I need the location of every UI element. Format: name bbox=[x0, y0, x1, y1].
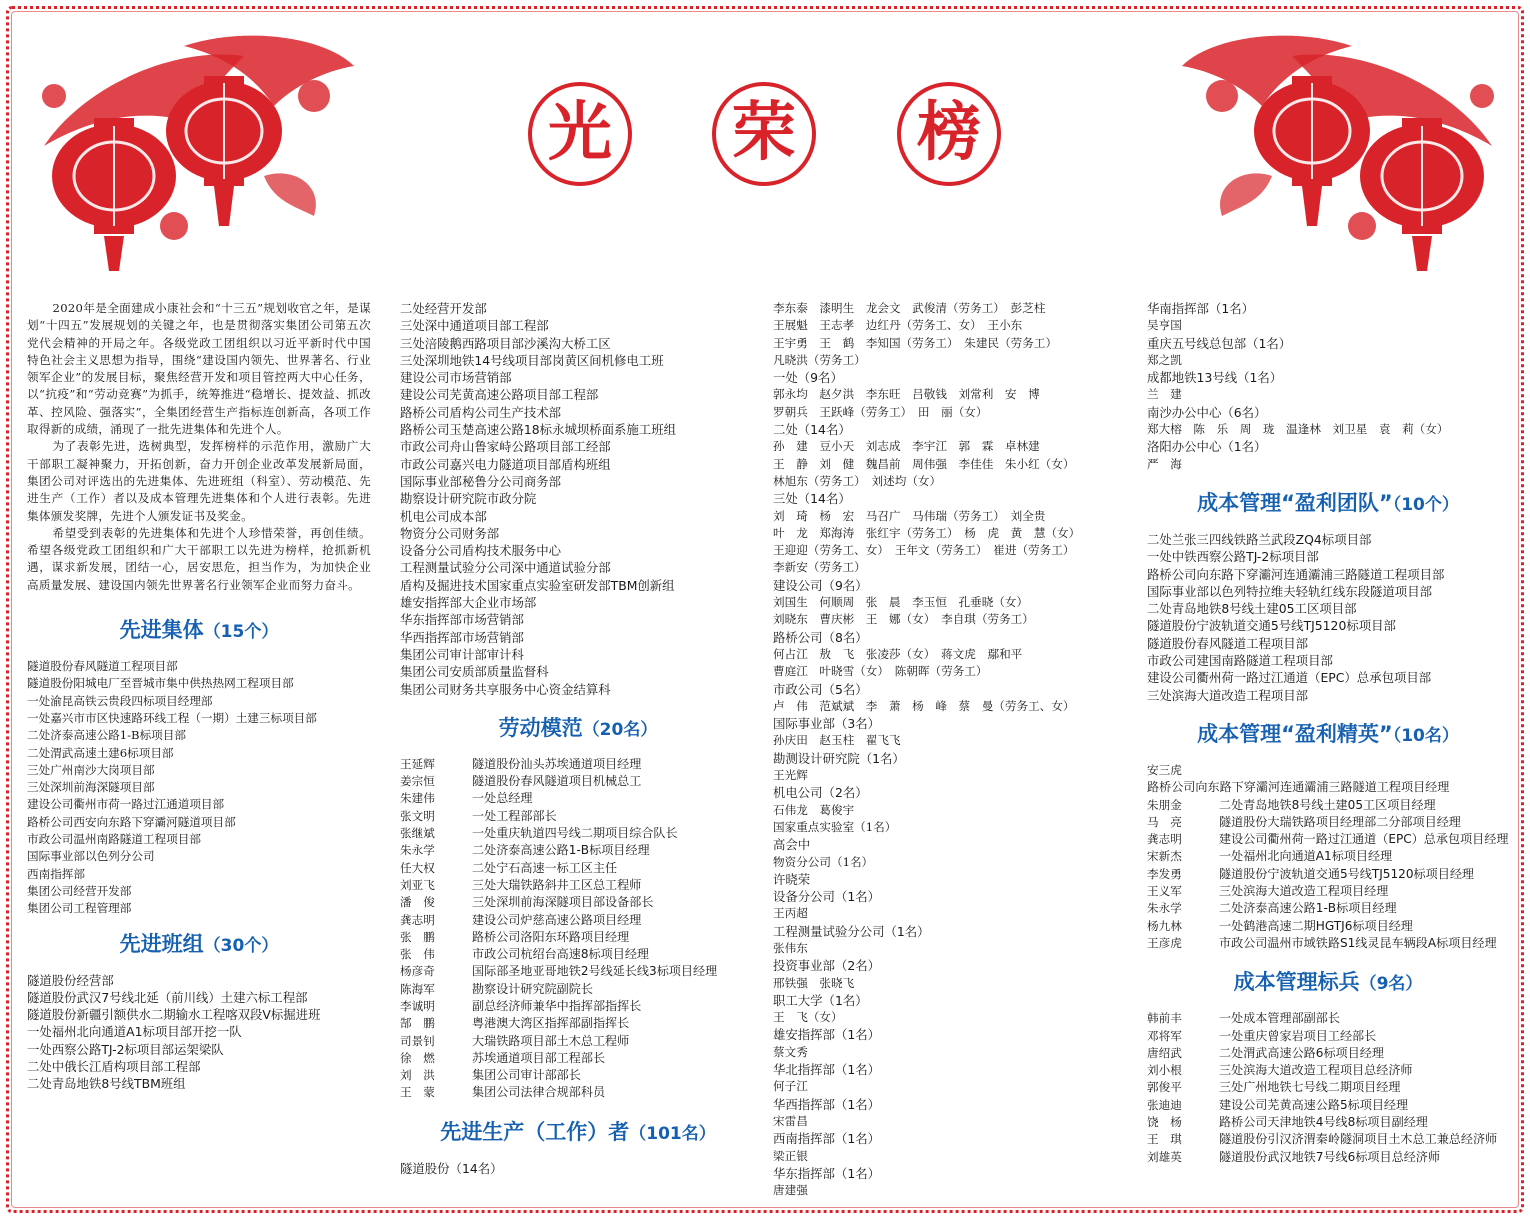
person-name: 王 蒙 bbox=[400, 1085, 435, 1100]
advanced-workers-list-cont bbox=[773, 300, 1135, 1199]
name-line: 郑之凯 bbox=[1147, 352, 1182, 367]
list-item bbox=[1147, 1045, 1509, 1062]
list-item: 隧道股份经营部 bbox=[27, 972, 114, 988]
name-line: 卢 伟 范斌斌 李 萧 杨 峰 蔡 曼（劳务工、女） bbox=[773, 698, 1075, 713]
group-heading: 华北指挥部（1名） bbox=[773, 1062, 881, 1078]
list-item: 国际事业部以色列特拉维夫轻轨红线东段隧道项目部 bbox=[1147, 583, 1432, 599]
group-heading: 二处（14名） bbox=[773, 422, 851, 438]
person-name: 刘小根 bbox=[1147, 1063, 1182, 1078]
group-heading: 三处（14名） bbox=[773, 491, 851, 507]
list-item: 路桥公司玉楚高速公路18标永城坝桥面系施工班组 bbox=[400, 422, 676, 438]
name-line: 兰 建 bbox=[1147, 387, 1182, 402]
list-item: 二处渭武高速土建6标项目部 bbox=[27, 745, 174, 760]
list-item: 建设公司衢州市荷一路过江通道项目部 bbox=[27, 797, 225, 812]
list-item bbox=[400, 825, 756, 842]
position: 隧道股份春风隧道项目机械总工 bbox=[472, 774, 642, 789]
list-item bbox=[400, 1067, 756, 1084]
group-heading: 成都地铁13号线（1名） bbox=[1147, 370, 1283, 386]
position: 建设公司芜黄高速公路5标项目经理 bbox=[1219, 1097, 1409, 1112]
labor-models-list bbox=[400, 756, 756, 1102]
list-item bbox=[1147, 935, 1509, 952]
list-item bbox=[400, 912, 756, 929]
person-name: 朱永学 bbox=[400, 843, 435, 858]
list-item: 三处涪陵鹅西路项目部沙溪沟大桥工区 bbox=[400, 335, 611, 351]
list-item: 物资分公司财务部 bbox=[400, 525, 500, 541]
list-item bbox=[400, 877, 756, 894]
name-line: 张伟东 bbox=[773, 940, 808, 955]
group-heading: 洛阳办公中心（1名） bbox=[1147, 439, 1267, 455]
list-item bbox=[400, 1015, 756, 1032]
position: 勘察设计研究院副院长 bbox=[472, 981, 593, 996]
group-heading: 华南指挥部（1名） bbox=[1147, 301, 1255, 316]
name-line: 王宇勇 王 鹤 李知国（劳务工） 朱建民（劳务工） bbox=[773, 335, 1058, 350]
list-item: 建设公司市场营销部 bbox=[400, 370, 512, 386]
name-line: 吴亨国 bbox=[1147, 318, 1182, 333]
list-item: 隧道股份武汉7号线北延（前川线）土建六标工程部 bbox=[27, 989, 308, 1005]
person-name: 王延辉 bbox=[400, 756, 435, 771]
list-item: 集团公司审计部审计科 bbox=[400, 646, 524, 662]
position: 一处成本管理部副部长 bbox=[1219, 1011, 1340, 1026]
list-item: 隧道股份春风隧道工程项目部 bbox=[27, 659, 178, 674]
position: 国际部圣地亚哥地铁2号线延长线3标项目经理 bbox=[472, 964, 718, 979]
group-heading: 设备分公司（1名） bbox=[773, 889, 881, 905]
position: 一处重庆曾家岩项目工经部长 bbox=[1219, 1028, 1377, 1043]
list-item: 西南指挥部 bbox=[27, 866, 85, 881]
position: 一处总经理 bbox=[472, 791, 533, 806]
name-line: 孙 建 豆小天 刘志成 李宇江 郭 霖 卓林建 bbox=[773, 439, 1040, 454]
list-item bbox=[1147, 831, 1509, 848]
position: 二处宁石高速一标工区主任 bbox=[472, 860, 618, 875]
list-item bbox=[400, 929, 756, 946]
person-name: 邓将军 bbox=[1147, 1028, 1182, 1043]
section-title-advanced-collective: 先进集体（15个） bbox=[119, 618, 279, 643]
position: 路桥公司天津地铁4号线8标项目副经理 bbox=[1219, 1114, 1428, 1129]
group-heading: 西南指挥部（1名） bbox=[773, 1131, 881, 1147]
list-item bbox=[1147, 848, 1509, 865]
column-2 bbox=[400, 300, 756, 1177]
name-line: 王展魁 王志孝 边红丹（劳务工、女） 王小东 bbox=[773, 318, 1023, 333]
intro-text bbox=[27, 300, 371, 594]
list-item: 一处福州北向通道A1标项目部开挖一队 bbox=[27, 1024, 242, 1040]
title-char-1: 光 bbox=[528, 82, 632, 186]
column-1 bbox=[27, 300, 371, 1093]
list-item: 三处深圳前海深隧项目部 bbox=[27, 780, 155, 795]
person-name: 安三虎 bbox=[1147, 762, 1182, 777]
group-heading: 许晓荣 bbox=[773, 871, 811, 887]
person-name: 刘雄英 bbox=[1147, 1149, 1182, 1164]
person-name: 韩前丰 bbox=[1147, 1011, 1182, 1026]
list-item bbox=[1147, 1097, 1509, 1114]
list-item bbox=[1147, 1028, 1509, 1045]
list-item: 设备分公司盾构技术服务中心 bbox=[400, 543, 562, 559]
group-heading: 国际事业部（3名） bbox=[773, 716, 881, 732]
lantern-papercut-left-icon bbox=[24, 26, 404, 276]
name-line: 林旭东（劳务工） 刘述均（女） bbox=[773, 473, 942, 488]
name-line: 王迎迎（劳务工、女） 王年文（劳务工） 崔进（劳务工） bbox=[773, 543, 1075, 558]
group-heading: 工程测量试验分公司（1名） bbox=[773, 923, 930, 939]
list-item bbox=[1147, 1062, 1509, 1079]
group-heading: 市政公司（5名） bbox=[773, 681, 868, 697]
list-item: 二处兰张三四线铁路兰武段ZQ4标项目部 bbox=[1147, 531, 1372, 547]
list-item bbox=[1147, 814, 1509, 831]
position: 隧道股份武汉地铁7号线6标项目总经济师 bbox=[1219, 1149, 1440, 1164]
list-item: 二处青岛地铁8号线TBM班组 bbox=[27, 1076, 186, 1092]
person-name: 饶 杨 bbox=[1147, 1114, 1182, 1129]
advanced-workers-list-end bbox=[1147, 300, 1509, 473]
column-3 bbox=[773, 300, 1135, 1199]
list-item bbox=[400, 1084, 756, 1101]
person-name: 李诚明 bbox=[400, 998, 435, 1013]
group-heading: 路桥公司（8名） bbox=[773, 629, 868, 645]
name-line: 蔡文秀 bbox=[773, 1044, 808, 1059]
person-name: 朱永学 bbox=[1147, 901, 1182, 916]
list-item: 集团公司安质部质量监督科 bbox=[400, 664, 549, 680]
name-line: 王光辉 bbox=[773, 768, 808, 783]
advanced-teams-list bbox=[27, 972, 371, 1093]
position: 二处渭武高速公路6标项目经理 bbox=[1219, 1045, 1384, 1060]
person-name: 姜宗恒 bbox=[400, 774, 435, 789]
group-heading: 隧道股份（14名） bbox=[400, 1160, 503, 1176]
name-line: 何子江 bbox=[773, 1079, 808, 1094]
list-item: 二处经营开发部 bbox=[400, 301, 487, 316]
group-heading: 建设公司（9名） bbox=[773, 577, 868, 593]
group-heading: 勘测设计研究院（1名） bbox=[773, 750, 905, 766]
list-item: 工程测量试验分公司深中通道试验分部 bbox=[400, 560, 611, 576]
list-item: 三处广州南沙大岗项目部 bbox=[27, 762, 155, 777]
list-item bbox=[1147, 1149, 1509, 1166]
position: 三处深圳前海深隧项目部设备部长 bbox=[472, 895, 654, 910]
intro-paragraph: 希望受到表彰的先进集体和先进个人珍惜荣誉，再创佳绩。希望各级党政工团组织和广大干部职工以先进为榜样，抢抓新机遇，谋求新发展，团结一心，居安思危，担当作为，为加快企业高质量发展、建设国内领先世界著名行业领军企业而努力奋斗。 bbox=[27, 525, 371, 592]
name-line: 物资分公司（1名） bbox=[773, 854, 874, 869]
name-line: 李东泰 漆明生 龙会文 武俊清（劳务工） 彭芝柱 bbox=[773, 301, 1046, 315]
position: 建设公司衢州荷一路过江通道（EPC）总承包项目经理 bbox=[1219, 832, 1509, 847]
name-line: 叶 龙 郑海涛 张红宇（劳务工） 杨 虎 黄 慧（女） bbox=[773, 525, 1081, 540]
list-item bbox=[400, 842, 756, 859]
list-item: 国际事业部秘鲁分公司商务部 bbox=[400, 473, 562, 489]
cost-soldier-list bbox=[1147, 1010, 1509, 1166]
person-name: 王义军 bbox=[1147, 884, 1182, 899]
profit-team-list bbox=[1147, 531, 1509, 704]
title-char-2: 荣 bbox=[712, 82, 816, 186]
advanced-workers-list bbox=[400, 1160, 756, 1177]
list-item bbox=[400, 1050, 756, 1067]
person-name: 王 琪 bbox=[1147, 1132, 1182, 1147]
list-item bbox=[1147, 900, 1509, 917]
name-line: 严 海 bbox=[1147, 456, 1182, 471]
name-line: 宋雷昌 bbox=[773, 1113, 808, 1128]
name-line: 凡晓洪（劳务工） bbox=[773, 352, 866, 367]
name-line: 罗朝兵 王跃峰（劳务工） 田 丽（女） bbox=[773, 404, 988, 419]
person-name: 刘亚飞 bbox=[400, 877, 435, 892]
person-name: 潘 俊 bbox=[400, 895, 435, 910]
person-name: 宋新杰 bbox=[1147, 849, 1182, 864]
list-item bbox=[1147, 797, 1509, 814]
advanced-teams-list-cont bbox=[400, 300, 756, 698]
name-line: 梁正银 bbox=[773, 1148, 808, 1163]
section-title-advanced-teams: 先进班组（30个） bbox=[119, 931, 279, 956]
name-line: 石伟龙 葛俊宇 bbox=[773, 802, 855, 817]
intro-paragraph: 2020年是全面建成小康社会和“十三五”规划收官之年，是谋划“十四五”发展规划的关键之年，也是贯彻落实集团公司第五次党代会精神的开局之年。各级党政工团组织以习近平新时代中国特色社会主义思想为指导，围绕“建设国内领先、世界著名、行业领军企业”的发展目标，聚焦经营开发和项目管控两大中心任务，以“抗疫”和“劳动竞赛”为抓手，统筹推进“稳增长、提效益、抓改革、控风险、强落实”，全集团经营生产指标连创新高，各项工作取得新的成绩，涌现了一批先进集体和先进个人。 bbox=[27, 301, 371, 437]
name-line: 刘 琦 杨 宏 马召广 马伟瑞（劳务工） 刘全贵 bbox=[773, 508, 1046, 523]
name-line: 郑大榕 陈 乐 周 珑 温逢林 刘卫星 袁 莉（女） bbox=[1147, 422, 1449, 437]
person-name: 张迪迪 bbox=[1147, 1097, 1182, 1112]
section-title-advanced-workers: 先进生产（工作）者（101名） bbox=[440, 1119, 716, 1144]
list-item: 三处滨海大道改造工程项目部 bbox=[1147, 687, 1309, 703]
list-item: 路桥公司盾构公司生产技术部 bbox=[400, 404, 562, 420]
position: 一处鹤港高速二期HGTJ6标项目经理 bbox=[1219, 918, 1413, 933]
title-char-3: 榜 bbox=[897, 82, 1001, 186]
person-name: 张 伟 bbox=[400, 947, 435, 962]
name-line: 王 飞（女） bbox=[773, 1010, 843, 1025]
group-heading: 重庆五号线总包部（1名） bbox=[1147, 335, 1292, 351]
position: 集团公司法律合规部科员 bbox=[472, 1085, 606, 1100]
position: 三处广州地铁七号线二期项目经理 bbox=[1219, 1080, 1401, 1095]
list-item bbox=[400, 773, 756, 790]
person-name: 陈海军 bbox=[400, 981, 435, 996]
advanced-collective-list bbox=[27, 658, 371, 917]
name-line: 李新安（劳务工） bbox=[773, 560, 866, 575]
list-item: 勘察设计研究院市政分院 bbox=[400, 491, 537, 507]
list-item bbox=[1147, 1010, 1509, 1027]
list-item: 华西指挥部市场营销部 bbox=[400, 629, 524, 645]
list-item: 市政公司温州南路隧道工程项目部 bbox=[27, 832, 201, 847]
position: 二处济泰高速公路1-B标项目经理 bbox=[1219, 901, 1397, 916]
name-line: 邢铁强 张晓飞 bbox=[773, 975, 855, 990]
list-item: 隧道股份宁波轨道交通5号线TJ5120标项目部 bbox=[1147, 618, 1396, 634]
person-name: 朱建伟 bbox=[400, 791, 435, 806]
person-name: 龚志明 bbox=[400, 912, 435, 927]
list-item bbox=[400, 981, 756, 998]
name-line: 唐建强 bbox=[773, 1183, 808, 1198]
list-item: 市政公司建国南路隧道工程项目部 bbox=[1147, 653, 1333, 669]
list-item: 建设公司芜黄高速公路项目部工程部 bbox=[400, 387, 599, 403]
group-heading: 南沙办公中心（6名） bbox=[1147, 404, 1267, 420]
position: 二处青岛地铁8号线土建05工区项目经理 bbox=[1219, 797, 1436, 812]
list-item: 三处深圳地铁14号线项目部岗黄区间机修电工班 bbox=[400, 352, 664, 368]
person-name: 任大权 bbox=[400, 860, 435, 875]
list-item: 一处中铁西察公路TJ-2标项目部 bbox=[1147, 549, 1319, 565]
name-line: 国家重点实验室（1名） bbox=[773, 819, 897, 834]
column-4 bbox=[1147, 300, 1509, 1166]
name-line: 曹庭江 叶晓雪（女） 陈朝晖（劳务工） bbox=[773, 664, 988, 679]
list-item: 市政公司舟山鲁家峙公路项目部工经部 bbox=[400, 439, 611, 455]
list-item bbox=[400, 1033, 756, 1050]
person-name: 郜 鹏 bbox=[400, 1016, 435, 1031]
name-line: 刘国生 何顺周 张 晨 李玉恒 孔垂晓（女） bbox=[773, 595, 1029, 610]
list-item: 一处渝昆高铁云贵段四标项目经理部 bbox=[27, 693, 213, 708]
position: 粤港澳大湾区指挥部副指挥长 bbox=[472, 1016, 630, 1031]
list-item bbox=[1147, 1114, 1509, 1131]
position: 建设公司炉慈高速公路项目经理 bbox=[472, 912, 642, 927]
list-item: 华东指挥部市场营销部 bbox=[400, 612, 524, 628]
position: 三处滨海大道改造工程项目经理 bbox=[1219, 884, 1389, 899]
list-item bbox=[400, 790, 756, 807]
group-heading: 投资事业部（2名） bbox=[773, 958, 881, 974]
list-item: 三处深中通道项目部工程部 bbox=[400, 318, 549, 334]
person-name: 杨彦奇 bbox=[400, 964, 435, 979]
person-name: 朱朋金 bbox=[1147, 797, 1182, 812]
position: 三处滨海大道改造工程项目总经济师 bbox=[1219, 1063, 1413, 1078]
list-item: 二处中俄长江盾构项目部工程部 bbox=[27, 1058, 201, 1074]
section-title-profit-elite: 成本管理“盈利精英”（10名） bbox=[1197, 721, 1459, 746]
list-item: 集团公司工程管理部 bbox=[27, 901, 132, 916]
person-name: 张继斌 bbox=[400, 826, 435, 841]
list-item bbox=[1147, 1131, 1509, 1148]
name-line: 刘晓东 曹庆彬 王 娜（女） 李自琪（劳务工） bbox=[773, 612, 1034, 627]
list-item bbox=[1147, 762, 1509, 797]
list-item bbox=[400, 946, 756, 963]
position: 一处工程部部长 bbox=[472, 808, 557, 823]
group-heading: 雄安指挥部（1名） bbox=[773, 1027, 881, 1043]
list-item bbox=[1147, 866, 1509, 883]
position: 隧道股份大瑞铁路项目经理部二分部项目经理 bbox=[1219, 814, 1461, 829]
position: 路桥公司洛阳东环路项目经理 bbox=[472, 929, 630, 944]
position: 隧道股份引汉济渭秦岭隧洞项目土木总工兼总经济师 bbox=[1219, 1132, 1498, 1147]
position: 大瑞铁路项目部土木总工程师 bbox=[472, 1033, 630, 1048]
list-item: 国际事业部以色列分公司 bbox=[27, 849, 155, 864]
list-item: 市政公司嘉兴电力隧道项目部盾构班组 bbox=[400, 456, 611, 472]
list-item: 集团公司经营开发部 bbox=[27, 883, 132, 898]
list-item: 一处西察公路TJ-2标项目部运架梁队 bbox=[27, 1041, 224, 1057]
list-item bbox=[400, 756, 756, 773]
person-name: 张文明 bbox=[400, 808, 435, 823]
person-name: 徐 燃 bbox=[400, 1050, 435, 1065]
list-item: 机电公司成本部 bbox=[400, 508, 487, 524]
person-name: 李发勇 bbox=[1147, 866, 1182, 881]
section-title-profit-team: 成本管理“盈利团队”（10个） bbox=[1197, 490, 1459, 515]
person-name: 司景钊 bbox=[400, 1033, 435, 1048]
list-item bbox=[400, 998, 756, 1015]
list-item: 路桥公司向东路下穿灞河连通灞浦三路隧道工程项目部 bbox=[1147, 566, 1445, 582]
name-line: 孙庆田 赵玉柱 翟飞飞 bbox=[773, 733, 901, 748]
position: 市政公司温州市域铁路S1线灵昆车辆段A标项目经理 bbox=[1219, 935, 1497, 950]
group-heading: 华西指挥部（1名） bbox=[773, 1096, 881, 1112]
position: 路桥公司向东路下穿灞河连通灞浦三路隧道工程项目经理 bbox=[1147, 780, 1450, 795]
position: 苏埃通道项目部工程部长 bbox=[472, 1050, 606, 1065]
section-title-labor-models: 劳动模范（20名） bbox=[498, 715, 658, 740]
name-line: 何占江 敖 飞 张凌莎（女） 蒋文虎 鄢和平 bbox=[773, 646, 1023, 661]
name-line: 王丙超 bbox=[773, 906, 808, 921]
list-item: 二处青岛地铁8号线土建05工区项目部 bbox=[1147, 601, 1357, 617]
position: 二处济泰高速公路1-B标项目经理 bbox=[472, 843, 650, 858]
intro-paragraph: 为了表彰先进，选树典型，发挥榜样的示范作用，激励广大干部职工凝神聚力，开拓创新，奋力开创企业改革发展新局面，集团公司对评选出的先进集体、先进班组（科室）、劳动模范、先进生产（工作）者以及成本管理先进集体和个人进行表彰。先进集体颁发奖牌，先进个人颁发证书及奖金。 bbox=[27, 439, 371, 523]
list-item: 集团公司财务共享服务中心资金结算科 bbox=[400, 681, 611, 697]
lantern-papercut-right-icon bbox=[1132, 26, 1512, 276]
group-heading: 职工大学（1名） bbox=[773, 992, 868, 1008]
list-item: 隧道股份阳城电厂至晋城市集中供热热网工程项目部 bbox=[27, 676, 294, 691]
list-item bbox=[1147, 883, 1509, 900]
person-name: 唐绍武 bbox=[1147, 1045, 1182, 1060]
person-name: 刘 洪 bbox=[400, 1068, 435, 1083]
list-item: 二处济泰高速公路1-B标项目部 bbox=[27, 728, 186, 743]
name-line: 郭永均 赵夕洪 李东旺 吕敬钱 刘常利 安 博 bbox=[773, 387, 1040, 402]
person-name: 龚志明 bbox=[1147, 832, 1182, 847]
list-item: 隧道股份新疆引额供水二期输水工程喀双段Ⅴ标掘进班 bbox=[27, 1007, 321, 1023]
list-item bbox=[400, 808, 756, 825]
group-heading: 一处（9名） bbox=[773, 370, 843, 386]
position: 三处大瑞铁路斜井工区总工程师 bbox=[472, 877, 642, 892]
position: 隧道股份汕头苏埃通道项目经理 bbox=[472, 756, 642, 771]
person-name: 杨九林 bbox=[1147, 918, 1182, 933]
position: 一处福州北向通道A1标项目经理 bbox=[1219, 849, 1393, 864]
group-heading: 高会中 bbox=[773, 837, 811, 853]
list-item: 雄安指挥部大企业市场部 bbox=[400, 595, 537, 611]
position: 市政公司杭绍台高速8标项目经理 bbox=[472, 947, 650, 962]
profit-elite-list bbox=[1147, 762, 1509, 952]
list-item: 一处嘉兴市市区快速路环线工程（一期）土建三标项目部 bbox=[27, 710, 317, 725]
person-name: 张 鹏 bbox=[400, 929, 435, 944]
group-heading: 机电公司（2名） bbox=[773, 785, 868, 801]
name-line: 王 静 刘 健 魏昌前 周伟强 李佳佳 朱小红（女） bbox=[773, 456, 1075, 471]
group-heading: 华东指挥部（1名） bbox=[773, 1165, 881, 1181]
list-item bbox=[400, 963, 756, 980]
person-name: 王彦虎 bbox=[1147, 935, 1182, 950]
list-item bbox=[400, 894, 756, 911]
position: 一处重庆轨道四号线二期项目综合队长 bbox=[472, 826, 678, 841]
position: 集团公司审计部部长 bbox=[472, 1068, 581, 1083]
position: 隧道股份宁波轨道交通5号线TJ5120标项目经理 bbox=[1219, 866, 1475, 881]
position: 副总经济师兼华中指挥部指挥长 bbox=[472, 998, 642, 1013]
list-item bbox=[400, 860, 756, 877]
list-item: 路桥公司西安向东路下穿灞河隧道项目部 bbox=[27, 814, 236, 829]
list-item bbox=[1147, 918, 1509, 935]
person-name: 郭俊平 bbox=[1147, 1080, 1182, 1095]
section-title-cost-soldier: 成本管理标兵（9名） bbox=[1233, 970, 1423, 995]
person-name: 马 亮 bbox=[1147, 814, 1182, 829]
list-item: 隧道股份春风隧道工程项目部 bbox=[1147, 635, 1309, 651]
list-item: 建设公司衢州荷一路过江通道（EPC）总承包项目部 bbox=[1147, 670, 1432, 686]
list-item: 盾构及掘进技术国家重点实验室研发部TBM创新组 bbox=[400, 577, 675, 593]
list-item bbox=[1147, 1079, 1509, 1096]
